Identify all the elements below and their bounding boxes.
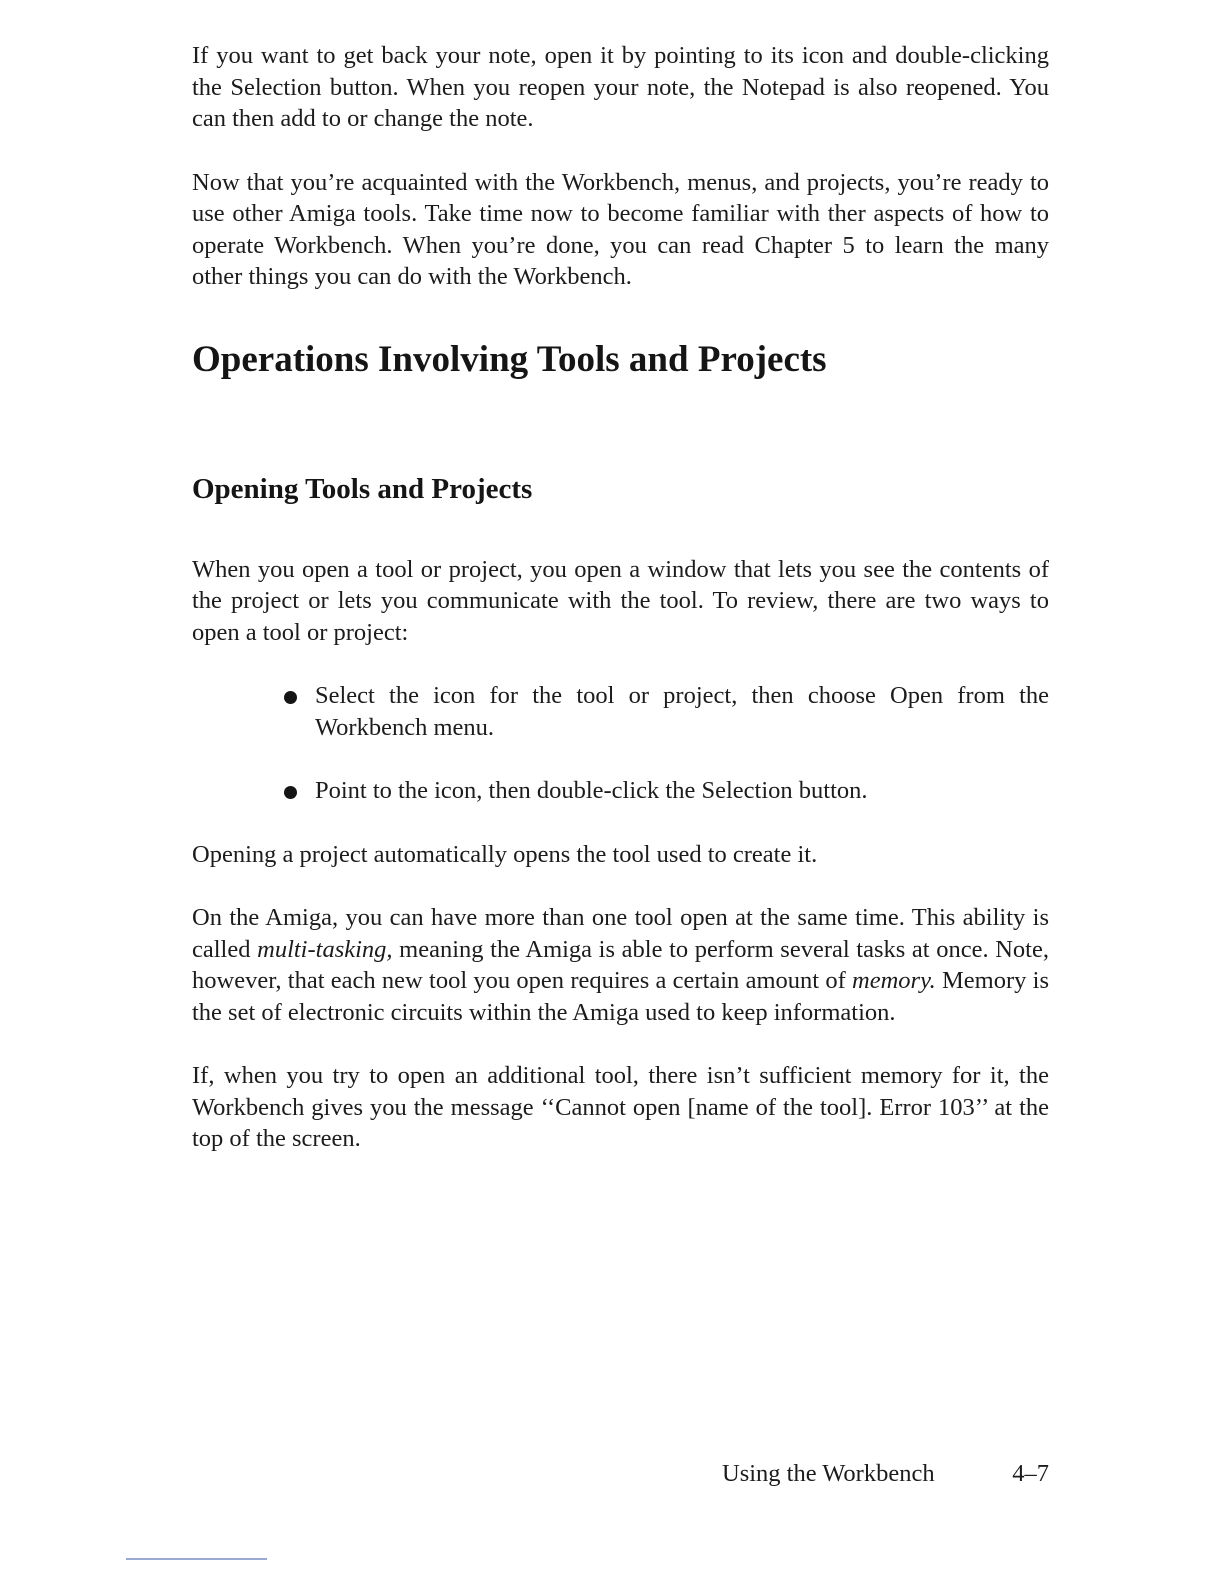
term-multitasking: multi-tasking,: [257, 935, 393, 963]
text-run: On the Amiga, you can have more than one tool open at the same time. This ability is called: [192, 904, 1049, 963]
paragraph-multitasking: [192, 902, 1049, 1028]
paragraph-reopen-note: If you want to get back your note, open it by pointing to its icon and double-clicking the Selection button. When you reopen your note, the Notepad is also reopened. You can then add to or change the note.: [192, 42, 1049, 132]
bullet-icon: [284, 691, 297, 704]
term-memory: memory.: [852, 967, 936, 994]
bottom-rule-divider: [126, 1558, 267, 1560]
text-run: Memory is the set of electronic circuits within the Amiga used to keep information.: [192, 967, 1049, 1026]
page-number: 4–7: [1012, 1460, 1049, 1487]
paragraph-next-steps: Now that you’re acquainted with the Workbench, menus, and projects, you’re ready to use other Amiga tools. Take time now to become familiar with ther aspects of how to operate Workbench. When you’re done, you can read Chapter 5 to learn the many other things you can do with the Workbench.: [192, 168, 1049, 290]
paragraph-project-opens-tool: Opening a project automatically opens the tool used to create it.: [192, 840, 818, 868]
subsection-heading: Opening Tools and Projects: [192, 472, 533, 505]
list-item: [284, 680, 1049, 743]
running-title: Using the Workbench: [722, 1460, 935, 1487]
bullet-icon: [284, 786, 297, 799]
section-heading: Operations Involving Tools and Projects: [192, 338, 827, 380]
list-item-text: Select the icon for the tool or project, then choose Open from the Workbench menu.: [315, 682, 1049, 741]
list-item: [284, 775, 1049, 807]
page-footer: [722, 1458, 1049, 1490]
paragraph-error-message: If, when you try to open an additional tool, there isn’t sufficient memory for it, the Workbench gives you the message ‘‘Cannot open [name of the tool]. Error 103’’ at the top of the screen.: [192, 1062, 1049, 1152]
paragraph-opening-intro: When you open a tool or project, you open a window that lets you see the contents of the project or lets you communicate with the tool. To review, there are two ways to open a tool or project:: [192, 555, 1049, 646]
list-item-text: Point to the icon, then double-click the Selection button.: [315, 777, 868, 804]
page-content: [192, 40, 1049, 1155]
bullet-list: [192, 680, 1049, 807]
text-run: meaning the Amiga is able to perform several tasks at once. Note, however, that each new tool you open requires a certain amount of: [192, 935, 1049, 994]
